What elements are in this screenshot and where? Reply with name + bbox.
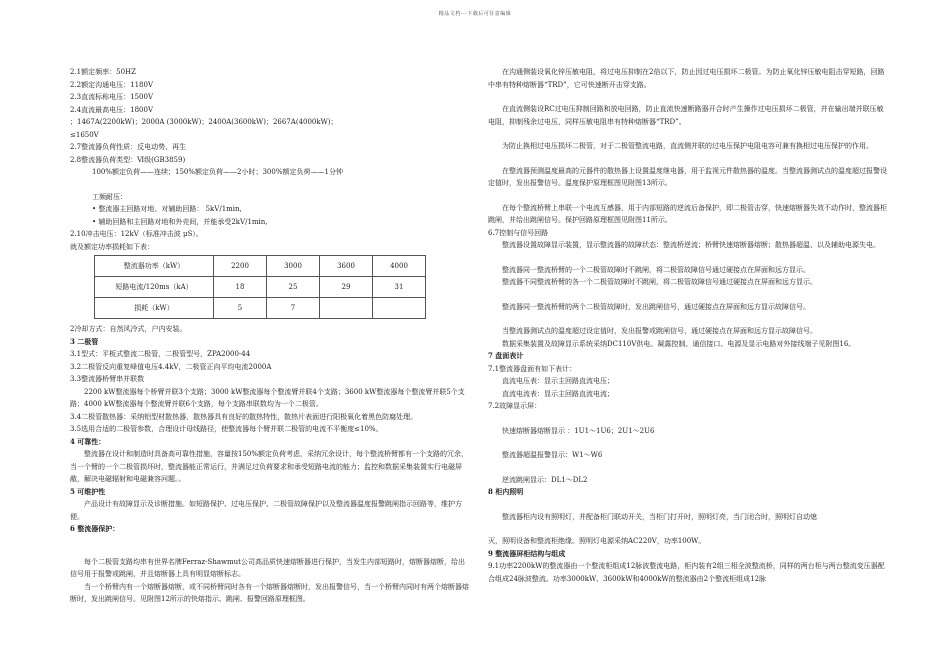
table-row-header: 损耗（kW） <box>95 298 214 319</box>
left-top-section <box>70 66 470 253</box>
text-line: 产品设计有故障显示及诊断措施。如短路保护、过电压保护、二极管故障保护以及整流器温度报警跳闸指示回路等，维护方便。 <box>70 500 462 521</box>
text-line: 当整流器测试点的温度超过设定值时，发出报警或跳闸信号，通过硬接点在屏面和远方显示故障信号。 <box>502 327 817 335</box>
text-line: 灭，照明设备和整流柜绝缘。照明灯电源采纳AC220V，功率100W。 <box>488 537 706 545</box>
table-row <box>95 256 426 277</box>
text-line: 整流器不同整流桥臂的各一个二极管故障时不跳闸，将二极管故障信号通过硬接点在屏面和远方显示。 <box>502 278 817 286</box>
section-heading <box>70 336 470 349</box>
text-line: 2.8整流器负荷类型：Ⅵ级(GB3859) <box>70 155 186 164</box>
table-row-header: 短路电流/120ms（kA） <box>95 277 214 298</box>
spacer <box>488 190 888 202</box>
table-cell: 2200 <box>214 256 267 277</box>
page-header: 精品文档---下载后可任意编辑 <box>438 11 512 17</box>
text-line: 2.3直流标称电压：1500V <box>70 93 154 101</box>
text-line: ≤1650V <box>70 130 99 139</box>
text-line: 整流器柜内设有照明灯，并配备柜门联动开关，当柜门打开时，照明灯亮，当门闭合时，照明灯自动熄 <box>502 512 817 521</box>
spacer <box>488 128 888 140</box>
text-line: 3.1型式：平板式整流二极管，二极管型号，ZPA2000-44 <box>70 350 251 358</box>
spacer <box>488 523 888 535</box>
text-line: 为防止换相过电压损坏二极管，对于二极管整流电路，直流侧并联的过电压保护电阻电容可兼有换相过电压保护的作用。 <box>502 142 873 150</box>
text-line: 3.2二极管反向重复峰值电压4.4kV，二极管正向平均电流2000A <box>70 362 272 371</box>
text-line: 整流器在设计和制造时具备高可靠性措施，容量按150%额定负荷考虑，采纳冗余设计，每个整流桥臂都有一个支路的冗余，当一个臂的一个二极管损坏时，整流器能正常运行，并满足过负荷要求和承受短路电流的能力；监控和数据采集装置实行电磁屏敝，解决电磁辐射和电磁兼容问题。。 <box>70 450 469 483</box>
spacer <box>70 536 470 556</box>
text-line: 当一个桥臂内有一个熔断器熔断，或不同桥臂同时各有一个熔断器熔断时，发出报警信号，当一个桥臂内同时有两个熔断器熔断时，发出跳闸信号。见附图12所示的快熔指示、跳闸、报警回路原理框图。 <box>70 582 469 603</box>
text-line: 在整流器预测温度最高的元器件的散热器上设置温度继电器，用于监视元件散热器的温度。当整流器测试点的温度超过报警设定值时，发出报警信号。温度保护原理框图见附图13所示。 <box>488 166 887 187</box>
text-line: 数据采集装置及故障显示系统采纳DC110V供电。凝露控制、通信接口、电源及显示电路对外接线端子见附图16。 <box>502 339 856 348</box>
heading-text: 8 柜内照明 <box>488 487 524 496</box>
text-line: 直流电流表：显示主回路直流电流； <box>502 389 614 398</box>
text-line: 在沟通侧装设氧化锌压敏电阻，将过电压抑制在2倍以下，防止因过电压损坏二极管。为防止氧化锌压敏电阻击穿短路，回路中串有特种熔断器“TRD”，它可快速断开击穿支路。 <box>488 68 885 89</box>
text-line: 7.2故障显示屏： <box>488 402 542 410</box>
text-line: 2.7整流器负荷性质：反电动势、再生 <box>70 143 187 151</box>
heading-text: 3 二极管 <box>70 336 99 346</box>
table-cell: 18 <box>214 277 267 298</box>
table-cell: 4000 <box>373 256 426 277</box>
table-cell: 5 <box>214 298 267 319</box>
left-bottom-section <box>70 323 470 606</box>
spacer <box>488 252 888 264</box>
power-loss-table <box>94 255 426 319</box>
right-section <box>488 66 888 585</box>
section-heading <box>488 350 888 363</box>
text-line: 就及额定功率损耗如下表： <box>70 242 154 251</box>
table-cell: 3600 <box>320 256 373 277</box>
text-line: 整流器设置故障显示装置，显示整流器的故障状态：整流桥逆流；桥臂快速熔断器熔断；散热器超温、以及辅助电源失电。 <box>502 241 880 249</box>
text-line: 2.1额定频率：50HZ <box>70 68 137 76</box>
text-line: 在直流侧装设RC过电压抑制回路和放电回路，防止直流快速断路器开合时产生操作过电压损坏二极管，并在输出端并联压敏电阻，抑制残余过电压，同样压敏电阻串有特种熔断器“TRD”。 <box>488 105 884 126</box>
text-line: 工频耐压： <box>92 192 127 201</box>
heading-text: 7 盘面表计 <box>488 351 524 360</box>
spacer <box>488 437 888 449</box>
left-column <box>70 66 470 606</box>
text-line: • 整流器主回路对地、对辅助回路： 5kV/1min, <box>92 205 242 213</box>
table-cell <box>320 298 373 319</box>
section-heading <box>70 523 470 536</box>
spacer <box>488 413 888 425</box>
heading-text: 5 可维护性 <box>70 486 106 496</box>
spacer <box>70 179 470 191</box>
spacer <box>488 499 888 511</box>
table-cell: 29 <box>320 277 373 298</box>
text-line: 在每个整流桥臂上串联一个电流互感器，用于内部短路的逆流后备保护，即二极管击穿，快速熔断器失效不动作时，整流器柜跳闸，并给出跳闸信号。保护回路原理框图见附图11所示。 <box>488 203 887 224</box>
text-line: 整流器超温报警显示：W1～W6 <box>502 451 603 459</box>
table-row <box>95 298 426 319</box>
text-line: ；1467A(2200kW)；2000A (3000kW)；2400A(3600kW)；2667A(4000kW)； <box>70 118 338 126</box>
text-line: 7.1整流器盘面有如下表计： <box>488 364 577 373</box>
table-cell: 7 <box>267 298 320 319</box>
text-line: 2.10冲击电压：12kV（标准冲击波 μS）。 <box>70 230 203 238</box>
spacer <box>488 313 888 325</box>
text-line: 整流器同一整流桥臂的两个二极管故障时，发出跳闸信号，通过硬接点在屏面和远方显示故障信号。 <box>502 302 810 311</box>
spacer <box>488 289 888 301</box>
text-line: 快速熔断器熔断显示 ：1U1～1U6；2U1～2U6 <box>502 426 655 435</box>
text-line: 直流电压表：显示主回路直流电压； <box>502 377 614 385</box>
text-line: 3.5选用合适的二极管参数，合理设计母线路径，使整流器每个臂并联二极管的电流不平衡度≤10%。 <box>70 425 383 433</box>
text-line: 逆流跳闸显示：DL1～DL2 <box>502 475 588 484</box>
spacer <box>488 462 888 474</box>
text-line: 每个二极管支路均串有世界名牌Ferraz-Shawmut公司高品质快速熔断器进行保护，当发生内部短路时，熔断器熔断，给出信号用于报警或跳闸，并且熔断器上具有明显熔断标志。 <box>70 557 465 578</box>
spacer <box>488 153 888 165</box>
text-line: 2200 kW整流器每个桥臂并联3个支路；3000 kW整流器每个整流臂并联4个支路；3600 kW整流器每个整流臂并联5个支路；4000 kW整流器每个整流臂并联6个支路，每个支路串联数均为一个二极管。 <box>70 387 465 408</box>
text-line: 9.1功率2200kW的整流器由一个整流柜组成12脉波整流电路，柜内装有2组三相全波整流桥，同样的两台柜与两台整流变压器配合组成24脉波整流。功率3000kW、3600kW和4000kW的整流器由2个整流柜组成12脉 <box>488 562 885 583</box>
heading-text: 4 可靠性： <box>70 436 106 446</box>
section-heading <box>70 486 470 499</box>
table-cell: 25 <box>267 277 320 298</box>
table-cell <box>373 298 426 319</box>
text-line: • 辅助回路和主回路对地和外壳间，并能承受2kV/1min, <box>92 217 268 226</box>
heading-text: 9 整流器屏柜结构与组成 <box>488 548 566 558</box>
text-line: 3.3整流器桥臂串并联数 <box>70 375 145 383</box>
table-cell: 31 <box>373 277 426 298</box>
text-line: 100%额定负荷——连续；150%额定负荷——2小时；300%额定负荷——1分钟 <box>92 168 343 176</box>
table-cell: 3000 <box>267 256 320 277</box>
section-heading <box>488 548 888 561</box>
heading-text: 6 整流器保护： <box>70 524 120 533</box>
section-heading <box>488 486 888 499</box>
text-line: 6.7控制与信号回路 <box>488 228 549 237</box>
text-line: 2.4直流最高电压：1800V <box>70 105 154 114</box>
table-row <box>95 277 426 298</box>
right-column <box>488 66 888 585</box>
section-heading <box>70 436 470 449</box>
spacer <box>488 91 888 103</box>
text-line: 2.2额定沟通电压：1180V <box>70 80 154 89</box>
text-line: 整流器同一整流桥臂的一个二极管故障时不跳闸，将二极管故障信号通过硬接点在屏面和远方显示。 <box>502 265 810 274</box>
text-line: 2冷却方式：自然风冷式，户内安装。 <box>70 325 187 333</box>
text-line: 3.4二极管散热器：采纳铝型材散热器，散热器具有良好的散热特性，散热片表面进行阳极氧化着黑色防腐处理。 <box>70 412 418 421</box>
table-row-header: 整流器功率（kW） <box>95 256 214 277</box>
